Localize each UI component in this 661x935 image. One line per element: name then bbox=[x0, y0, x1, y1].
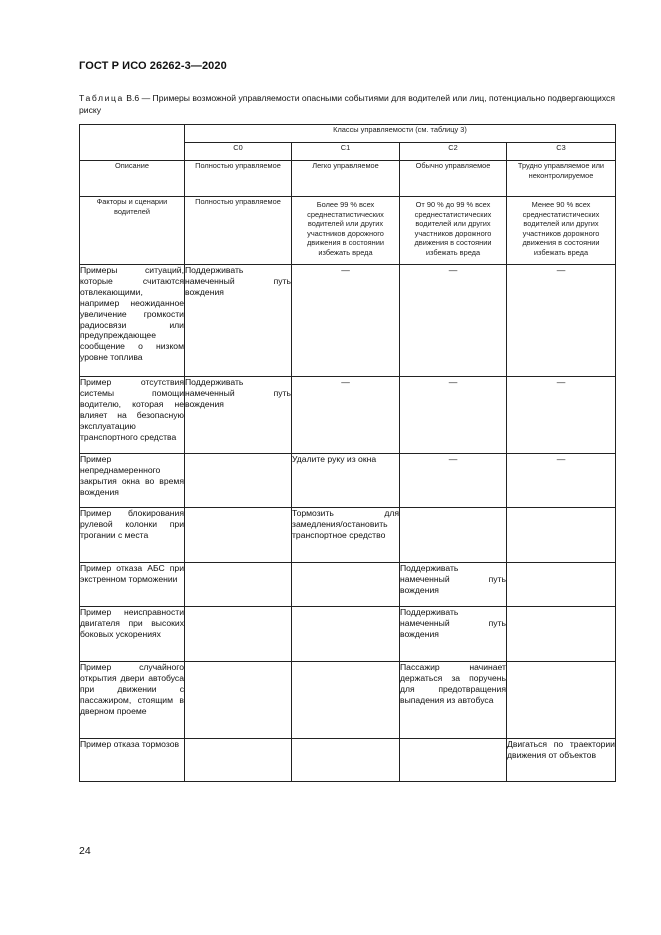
control-cell-c0: Поддерживать намеченный путь вождения bbox=[185, 265, 292, 377]
control-cell-c2 bbox=[400, 739, 507, 782]
example-cell: Пример блокирования рулевой колонки при трогании с места bbox=[80, 508, 185, 563]
class-header-c3: C3 bbox=[507, 143, 616, 161]
control-cell-c2: — bbox=[400, 265, 507, 377]
description-c0: Полностью управляемое bbox=[185, 161, 292, 197]
factors-label: Факторы и сценарии водителей bbox=[80, 197, 185, 265]
description-c3: Трудно управляемое или неконтролируемое bbox=[507, 161, 616, 197]
factors-c3: Менее 90 % всех среднестатистических водителей или других участников дорожного движения в состоянии избежать вреда bbox=[507, 197, 616, 265]
example-cell: Пример непреднамеренного закрытия окна во время вождения bbox=[80, 454, 185, 508]
example-cell: Пример случайного открытия двери автобуса при движении с пассажиром, стоящим в дверном проеме bbox=[80, 662, 185, 739]
control-cell-c0 bbox=[185, 563, 292, 607]
header-corner-cell bbox=[80, 125, 185, 161]
factors-c0: Полностью управляемое bbox=[185, 197, 292, 265]
controllability-table bbox=[79, 124, 616, 782]
control-cell-c1 bbox=[292, 739, 400, 782]
classes-group-header: Классы управляемости (см. таблицу 3) bbox=[185, 125, 616, 143]
class-header-c1: C1 bbox=[292, 143, 400, 161]
page-number: 24 bbox=[79, 845, 91, 857]
table-caption bbox=[79, 92, 619, 117]
document-header: ГОСТ Р ИСО 26262-3—2020 bbox=[79, 60, 227, 72]
example-cell: Пример отсутствия системы помощи водителю, которая не влияет на безопасную эксплуатацию транспортного средства bbox=[80, 377, 185, 454]
control-cell-c3: — bbox=[507, 377, 616, 454]
control-cell-c3 bbox=[507, 662, 616, 739]
control-cell-c3 bbox=[507, 563, 616, 607]
control-cell-c1: Удалите руку из окна bbox=[292, 454, 400, 508]
table-caption-text: В.6 — Примеры возможной управляемости опасными событиями для водителей или лиц, потенциально подвергающихся риску bbox=[79, 93, 615, 116]
control-cell-c1: — bbox=[292, 265, 400, 377]
example-cell: Пример отказа АБС при экстренном торможении bbox=[80, 563, 185, 607]
class-header-c0: C0 bbox=[185, 143, 292, 161]
description-c1: Легко управляемое bbox=[292, 161, 400, 197]
control-cell-c2: Пассажир начинает держаться за поручень для предотвращения выпадения из автобуса bbox=[400, 662, 507, 739]
control-cell-c2: Поддерживать намеченный путь вождения bbox=[400, 563, 507, 607]
control-cell-c2: — bbox=[400, 454, 507, 508]
factors-c2: От 90 % до 99 % всех среднестатистических водителей или других участников дорожного движения в состоянии избежать вреда bbox=[400, 197, 507, 265]
control-cell-c3: Двигаться по траектории движения от объектов bbox=[507, 739, 616, 782]
example-cell: Примеры ситуаций, которые считаются отвлекающими, например неожиданное увеличение громкости радиосвязи или предупреждающее сообщение о низком уровне топлива bbox=[80, 265, 185, 377]
control-cell-c1 bbox=[292, 662, 400, 739]
control-cell-c0 bbox=[185, 607, 292, 662]
factors-c1: Более 99 % всех среднестатистических водителей или других участников дорожного движения в состоянии избежать вреда bbox=[292, 197, 400, 265]
description-c2: Обычно управляемое bbox=[400, 161, 507, 197]
control-cell-c3: — bbox=[507, 454, 616, 508]
control-cell-c3 bbox=[507, 607, 616, 662]
control-cell-c2: Поддерживать намеченный путь вождения bbox=[400, 607, 507, 662]
control-cell-c0 bbox=[185, 508, 292, 563]
control-cell-c0 bbox=[185, 662, 292, 739]
control-cell-c1 bbox=[292, 563, 400, 607]
class-header-c2: C2 bbox=[400, 143, 507, 161]
control-cell-c3: — bbox=[507, 265, 616, 377]
example-cell: Пример отказа тормозов bbox=[80, 739, 185, 782]
control-cell-c1 bbox=[292, 607, 400, 662]
control-cell-c1: — bbox=[292, 377, 400, 454]
control-cell-c0 bbox=[185, 454, 292, 508]
table-caption-label: Таблица bbox=[79, 93, 124, 103]
control-cell-c2: — bbox=[400, 377, 507, 454]
control-cell-c1: Тормозить для замедления/остановить транспортное средство bbox=[292, 508, 400, 563]
description-label: Описание bbox=[80, 161, 185, 197]
example-cell: Пример неисправности двигателя при высоких боковых ускорениях bbox=[80, 607, 185, 662]
control-cell-c2 bbox=[400, 508, 507, 563]
control-cell-c3 bbox=[507, 508, 616, 563]
control-cell-c0: Поддерживать намеченный путь вождения bbox=[185, 377, 292, 454]
control-cell-c0 bbox=[185, 739, 292, 782]
